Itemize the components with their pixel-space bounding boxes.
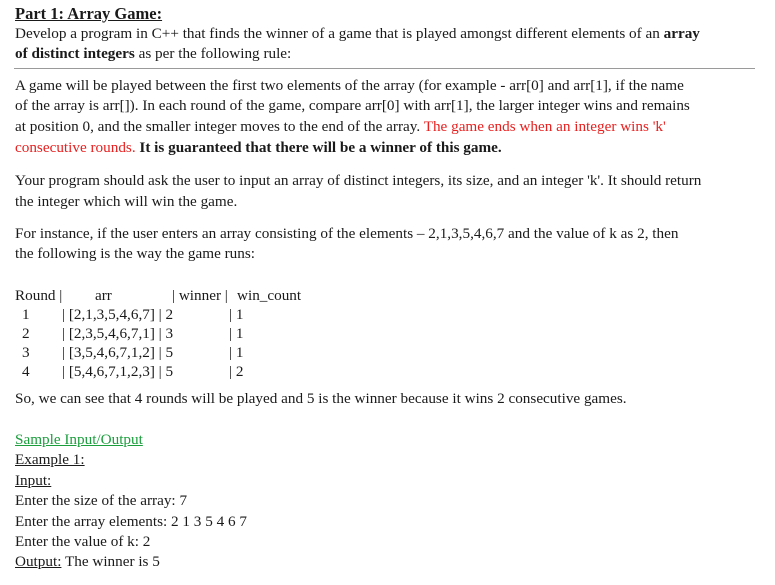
rules-line-3	[15, 117, 666, 136]
intro-text: Develop a program in C++ that finds the winner of a game that is played amongst different elements of an	[15, 25, 664, 42]
input-size-line: Enter the size of the array: 7	[15, 492, 188, 509]
rules-red-text-2: consecutive rounds.	[15, 139, 136, 156]
input-k-line: Enter the value of k: 2	[15, 533, 151, 550]
header-win-count: win_count	[237, 287, 302, 304]
game-table	[0, 286, 775, 386]
conclusion: So, we can see that 4 rounds will be played and 5 is the winner because it wins 2 consecutive games.	[15, 390, 627, 407]
table-row-arr: | [2,3,5,4,6,7,1] | 3	[62, 325, 174, 342]
table-row-count: | 1	[229, 325, 244, 342]
instance-line-2: the following is the way the game runs:	[15, 245, 255, 262]
instance-line-1: For instance, if the user enters an array consisting of the elements – 2,1,3,5,4,6,7 and the value of k as 2, then	[15, 225, 679, 242]
header-arr: arr	[95, 287, 112, 304]
table-row-count: | 1	[229, 306, 244, 323]
table-row-round: 3	[22, 344, 30, 361]
header-winner: | winner |	[172, 287, 228, 304]
page-title: Part 1: Array Game:	[15, 4, 163, 23]
rules-guarantee-bold: It is guaranteed that there will be a winner of this game.	[135, 139, 502, 156]
rules-red-text: The game ends when an integer wins 'k'	[423, 118, 666, 135]
output-value: The winner is 5	[61, 553, 160, 570]
table-row-arr: | [3,5,4,6,7,1,2] | 5	[62, 344, 174, 361]
rules-line-4	[15, 138, 502, 157]
table-row-count: | 2	[229, 363, 244, 380]
header-round: Round |	[15, 287, 63, 304]
intro-distinct-bold: of distinct integers	[15, 45, 135, 62]
example-label: Example 1:	[15, 451, 85, 468]
rules-line-1: A game will be played between the first two elements of the array (for example - arr[0] and arr[1], if the name	[15, 77, 684, 94]
task-line-1: Your program should ask the user to input an array of distinct integers, its size, and an integer 'k'. It should return	[15, 172, 702, 189]
intro-text-2: as per the following rule:	[134, 45, 292, 62]
divider	[14, 68, 755, 69]
output-line	[15, 552, 160, 571]
table-row-round: 1	[22, 306, 30, 323]
table-row-round: 4	[22, 363, 30, 380]
input-label: Input:	[15, 472, 52, 489]
intro-line-1	[15, 24, 700, 43]
rules-text: at position 0, and the smaller integer moves to the end of the array.	[15, 118, 424, 135]
table-row-round: 2	[22, 325, 30, 342]
rules-line-2: of the array is arr[]). In each round of the game, compare arr[0] with arr[1], the larger integer wins and remains	[15, 97, 690, 114]
table-row-arr: | [2,1,3,5,4,6,7] | 2	[62, 306, 174, 323]
task-line-2: the integer which will win the game.	[15, 193, 238, 210]
table-row-arr: | [5,4,6,7,1,2,3] | 5	[62, 363, 174, 380]
intro-line-2	[15, 44, 291, 63]
input-elements-line: Enter the array elements: 2 1 3 5 4 6 7	[15, 513, 247, 530]
intro-array-bold: array	[663, 25, 700, 42]
table-row-count: | 1	[229, 344, 244, 361]
output-label: Output:	[15, 553, 62, 570]
sample-heading: Sample Input/Output	[15, 431, 143, 448]
